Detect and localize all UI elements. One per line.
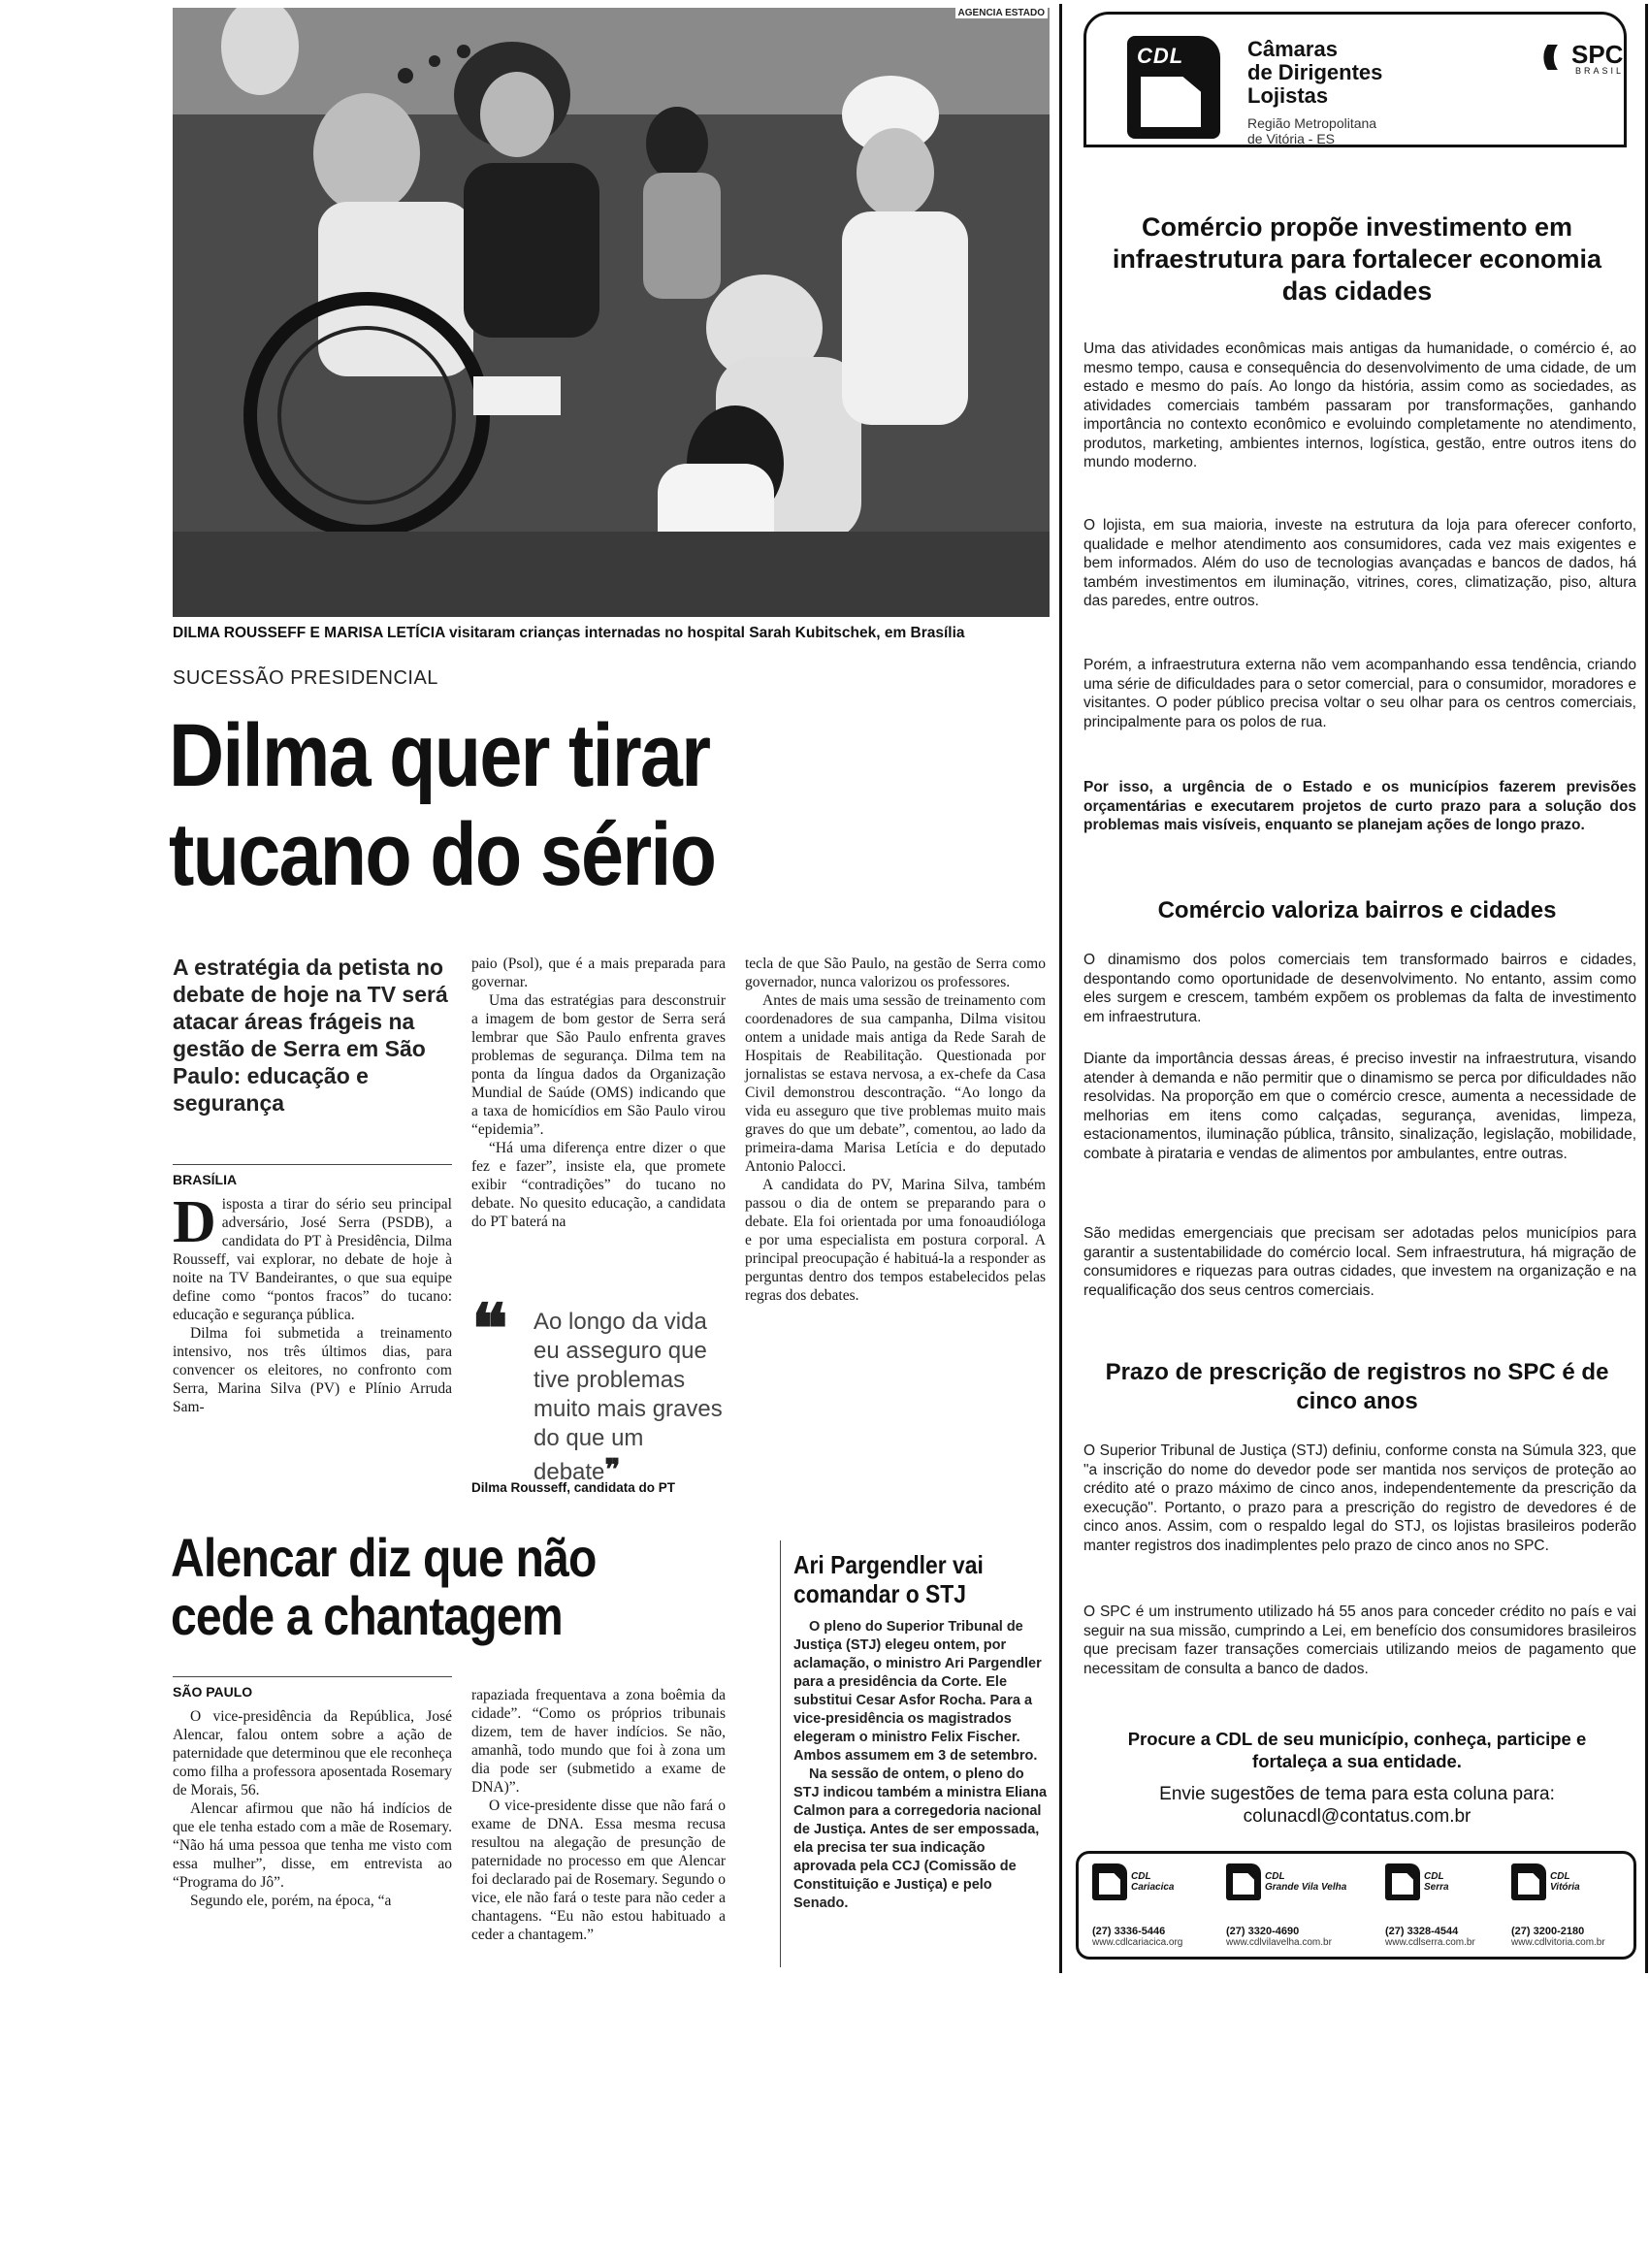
branch-phone: (27) 3336-5446	[1092, 1926, 1166, 1937]
col2-paragraph-3: “Há uma diferença entre dizer o que fez e fazer”, insiste ela, que promete exibir “contradições” do tucano no debate. No quesito educação, a candidata do PT baterá na	[471, 1140, 726, 1230]
cdl-subtitle-1: Comércio valoriza bairros e cidades	[1157, 897, 1557, 923]
cdl-name-line-2: de Dirigentes	[1247, 60, 1383, 84]
cdl-name-line-3: Lojistas	[1247, 83, 1329, 108]
cdl-main-title: Comércio propõe investimento em infraestrutura para fortalecer economia das cidades	[1112, 212, 1602, 306]
col3-paragraph-2: Antes de mais uma sessão de treinamento com coordenadores de sua campanha, Dilma visitou ontem a unidade mais antiga da Rede Sarah de Hospitais de Reabilitação. Questionada por jornalistas se estava nervosa, a ex-chefe da Casa Civil demonstrou descontração. “Ao longo da vida eu asseguro que tive problemas muito mais graves do que um debate”, comentou, ao lado da primeira-dama Marisa Letícia e do deputado Antonio Palocci.	[745, 992, 1046, 1175]
caption-text: visitaram crianças internadas no hospital Sarah Kubitschek, em Brasília	[444, 625, 965, 641]
article-deck: A estratégia da petista no debate de hoje na TV será atacar áreas frágeis na gestão de Serra em São Paulo: educação e segurança	[173, 955, 448, 1116]
dateline-rule	[173, 1676, 452, 1677]
drop-cap: D	[173, 1189, 216, 1255]
cdl-paragraph-8: O Superior Tribunal de Justiça (STJ) definiu, conforme consta na Súmula 323, que "a inscrição do nome do devedor pode ser mantida nos serviços de proteção ao crédito até o prazo máximo de cinco anos, independentemente da prescrição da execução". Portanto, o prazo para a prescrição do registro de devedores é de cinco anos. Assim, com o respaldo legal do STJ, os lojistas brasileiros poderão manter registros dos inadimplentes pelo prazo de cinco anos no SPC.	[1083, 1442, 1636, 1554]
open-quote-icon: ❝	[471, 1291, 508, 1367]
col3-paragraph-1: tecla de que São Paulo, na gestão de Serra como governador, nunca valorizou os professores.	[745, 956, 1046, 990]
branch-name: CDL Grande Vila Velha	[1265, 1871, 1347, 1893]
branch-name: CDL Cariacica	[1131, 1871, 1175, 1893]
spc-logo	[1542, 40, 1624, 76]
branch-vila-velha	[1226, 1863, 1360, 1948]
branch-logo-icon	[1511, 1863, 1546, 1900]
section-kicker: SUCESSÃO PRESIDENCIAL	[173, 667, 438, 689]
pull-quote-attribution: Dilma Rousseff, candidata do PT	[471, 1480, 676, 1495]
cdl-logo-label: CDL	[1137, 44, 1184, 68]
cdl-region	[1247, 115, 1376, 146]
branch-website-link[interactable]: www.cdlserra.com.br	[1385, 1937, 1475, 1948]
spc-logo-sub: BRASIL	[1575, 66, 1625, 76]
main-headline	[169, 706, 936, 904]
branch-logo-icon	[1385, 1863, 1420, 1900]
branch-phone: (27) 3328-4544	[1385, 1926, 1459, 1937]
article-column-3	[745, 955, 1046, 1305]
dateline-sao-paulo: SÃO PAULO	[173, 1684, 253, 1700]
branch-website-link[interactable]: www.cdlvitoria.com.br	[1511, 1937, 1605, 1948]
spc-waves-icon: (((	[1542, 40, 1552, 70]
sidebar-paragraph-1: O pleno do Superior Tribunal de Justiça (STJ) elegeu ontem, por aclamação, o ministro Ari Pargendler para a presidência da Corte. Ele substitui Cesar Asfor Rocha. Para a vice-presidência os magistrados elegeram o ministro Felix Fischer. Ambos assumem em 3 de setembro.	[793, 1619, 1042, 1764]
article-column-1	[173, 1189, 452, 1416]
branch-logo-icon	[1226, 1863, 1261, 1900]
col3-paragraph-3: A candidata do PV, Marina Silva, também passou o dia de ontem se preparando para o debate. Ela foi orientada por uma fonoaudióloga e por uma especialista em postura corporal. A principal preocupação é habituá-la a responder as perguntas dentro dos tempos estabelecidos pelas regras dos debates.	[745, 1177, 1046, 1304]
cdl-column	[1059, 4, 1648, 1973]
cdl-paragraph-3: Porém, a infraestrutura externa não vem acompanhando essa tendência, criando uma série de dificuldades para o setor comercial, para o consumidor, moradores e visitantes. O poder público precisa voltar o seu olhar para os centros comerciais, principalmente para os polos de rua.	[1083, 657, 1636, 730]
cdl-subtitle-2: Prazo de prescrição de registros no SPC é de cinco anos	[1105, 1359, 1609, 1414]
branch-phone: (27) 3200-2180	[1511, 1926, 1585, 1937]
cdl-suggestions	[1091, 1783, 1623, 1828]
cdl-branches-footer	[1076, 1851, 1636, 1960]
col4-paragraph-2: Alencar afirmou que não há indícios de que ele tenha estado com a mãe de Rosemary. “Não há uma pessoa que tenha me visto com essa mulher”, disse, em entrevista ao “Programa do Jô”.	[173, 1800, 452, 1891]
dateline-brasilia: BRASÍLIA	[173, 1172, 238, 1187]
sidebar-divider	[780, 1540, 781, 1967]
photo-caption	[173, 625, 1050, 642]
col1-paragraph-1: isposta a tirar do sério seu principal adversário, José Serra (PSDB), a candidata do PT à Presidência, Dilma Rousseff, vai explorar, no debate de hoje à noite na TV Bandeirantes, o que sua equipe define como “pontos fracos” do tucano: educação e segurança pública.	[173, 1196, 452, 1323]
photo-illustration	[173, 8, 1050, 617]
cdl-region-line-1: Região Metropolitana	[1247, 115, 1377, 131]
cdl-name	[1247, 38, 1382, 108]
branch-website-link[interactable]: www.cdlvilavelha.com.br	[1226, 1937, 1332, 1948]
branch-vitoria	[1511, 1863, 1645, 1948]
cdl-header	[1083, 12, 1627, 147]
col5-paragraph-2: O vice-presidente disse que não fará o exame de DNA. Essa mesma recusa resultou na alegação de presunção de paternidade no processo em que Alencar foi declarado pai de Rosemary. Segundo o vice, ele não fará o teste para não ceder a chantagens. “Eu não estou habituado a ceder a chantagem.”	[471, 1798, 726, 1943]
deck-rule	[173, 1164, 452, 1165]
cdl-region-line-2: de Vitória - ES	[1247, 131, 1336, 146]
col2-paragraph-2: Uma das estratégias para desconstruir a imagem de bom gestor de Serra será lembrar que São Paulo enfrenta graves problemas de segurança. Dilma tem na ponta da língua dados da Organização Mundial de Saúde (OMS) indicando que a taxa de homicídios em São Paulo virou “epidemia”.	[471, 992, 726, 1138]
col1-paragraph-2: Dilma foi submetida a treinamento intensivo, nos três últimos dias, para convencer os eleitores, no confronto com Serra, Marina Silva (PV) e Plínio Arruda Sam-	[173, 1325, 452, 1415]
headline-line-1: Dilma quer tirar	[169, 706, 710, 805]
newspaper-page	[169, 8, 1050, 1977]
cdl-paragraph-2: O lojista, em sua maioria, investe na estrutura da loja para oferecer conforto, qualidade e melhor atendimento aos consumidores, cada vez mais exigentes e bem informados. Além do uso de tecnologias avançadas e bancos de dados, há também investimentos em iluminação, vitrines, cores, climatização, piso, altura das paredes, entre outros.	[1083, 517, 1636, 609]
photo-credit: AGÊNCIA ESTADO	[955, 8, 1048, 18]
pull-quote	[471, 1291, 724, 1487]
branch-logo-icon	[1092, 1863, 1127, 1900]
close-quote-icon: ❞	[604, 1454, 621, 1486]
sidebar-paragraph-2: Na sessão de ontem, o pleno do STJ indicou também a ministra Eliana Calmon para a corregedoria nacional de Justiça. Antes de ser empossada, ela precisa ter sua indicação aprovada pela CCJ (Comissão de Constituição e Justiça) e pelo Senado.	[793, 1766, 1048, 1911]
caption-names: DILMA ROUSSEFF E MARISA LETÍCIA	[173, 625, 445, 641]
cdl-logo-mark-icon	[1141, 77, 1201, 127]
cdl-call-to-action: Procure a CDL de seu município, conheça, participe e fortaleça a sua entidade.	[1127, 1729, 1587, 1771]
pull-quote-text: Ao longo da vida eu asseguro que tive problemas muito mais graves do que um debate	[534, 1309, 723, 1485]
col5-paragraph-1: rapaziada frequentava a zona boêmia da cidade”. “Como os próprios tribunais dizem, tem de haver indícios. Se não, amanhã, todo mundo que foi à zona um dia pode ser (submetido a exame de DNA)”.	[471, 1687, 726, 1796]
second-headline: Alencar diz que não cede a chantagem	[171, 1527, 597, 1646]
branch-serra	[1385, 1863, 1519, 1948]
cdl-logo	[1127, 36, 1220, 139]
branch-name: CDL Vitória	[1550, 1871, 1580, 1893]
sidebar-body	[793, 1618, 1048, 1913]
branch-cariacica	[1092, 1863, 1226, 1948]
spc-logo-label: SPC	[1571, 40, 1624, 69]
article-column-5	[471, 1686, 726, 1944]
branch-website-link[interactable]: www.cdlcariacica.org	[1092, 1937, 1183, 1948]
sidebar-headline: Ari Pargendler vai comandar o STJ	[793, 1550, 984, 1608]
headline-line-2: tucano do sério	[169, 805, 716, 904]
cdl-name-line-1: Câmaras	[1247, 37, 1338, 61]
article-column-2	[471, 955, 726, 1231]
cdl-paragraph-1: Uma das atividades econômicas mais antigas da humanidade, o comércio é, ao mesmo tempo, causa e consequência do desenvolvimento de uma cidade, de um estado e mesmo do país. Ao longo da história, assim como as sociedades, as atividades comerciais também passaram por transformações, ganhando importância no contexto econômico e evoluindo completamente no atendimento, produtos, marketing, ambientes internos, logística, gestão, entre outros itens do mundo moderno.	[1083, 340, 1636, 470]
col4-paragraph-3: Segundo ele, porém, na época, “a	[190, 1893, 392, 1909]
col4-paragraph-1: O vice-presidência da República, José Alencar, falou ontem sobre a ação de paternidade que determinou que ele reconheça como filha a professora aposentada Rosemary de Morais, 56.	[173, 1708, 452, 1798]
cdl-paragraph-7: São medidas emergenciais que precisam ser adotadas pelos municípios para garantir a sustentabilidade do comércio local. Sem infraestrutura, há migração de consumidores e riquezas para outras cidades, que investem na organização e na requalificação dos seus centros comerciais.	[1083, 1225, 1636, 1299]
news-photo	[173, 8, 1050, 617]
cdl-paragraph-9: O SPC é um instrumento utilizado há 55 anos para conceder crédito no país e vai seguir na sua missão, cumprindo a Lei, em benefício dos consumidores brasileiros que precisam fazer transações comerciais utilizando meios de pagamento que necessitam de consulta a banco de dados.	[1083, 1604, 1636, 1677]
article-column-4	[173, 1707, 452, 1910]
branch-name: CDL Serra	[1424, 1871, 1449, 1893]
cdl-email-link[interactable]: colunacdl@contatus.com.br	[1243, 1806, 1471, 1827]
branch-phone: (27) 3320-4690	[1226, 1926, 1300, 1937]
cdl-suggestions-text: Envie sugestões de tema para esta coluna para:	[1159, 1784, 1555, 1804]
cdl-paragraph-4: Por isso, a urgência de o Estado e os municípios fazerem previsões orçamentárias e executarem projetos de curto prazo para a solução dos problemas mais visíveis, enquanto se planejam ações de longo prazo.	[1083, 779, 1636, 833]
col2-paragraph-1: paio (Psol), que é a mais preparada para governar.	[471, 956, 726, 990]
cdl-paragraph-6: Diante da importância dessas áreas, é preciso investir na infraestrutura, visando atender à demanda e não permitir que o dinamismo se perca por dificuldades não resolvidas. Na proporção em que o comércio cresce, aumenta a necessidade de melhorias em itens como calçadas, segurança, avenidas, limpeza, estacionamentos, iluminação pública, trânsito, sinalização, legislação, mobilidade, combate à pirataria e vendas de alimentos por ambulantes, entre outras.	[1083, 1051, 1636, 1162]
cdl-paragraph-5: O dinamismo dos polos comerciais tem transformado bairros e cidades, despontando como oportunidade de desenvolvimento. No entanto, assim como eles surgem e crescem, também expõem os problemas da falta de investimento em infraestrutura.	[1083, 952, 1636, 1025]
